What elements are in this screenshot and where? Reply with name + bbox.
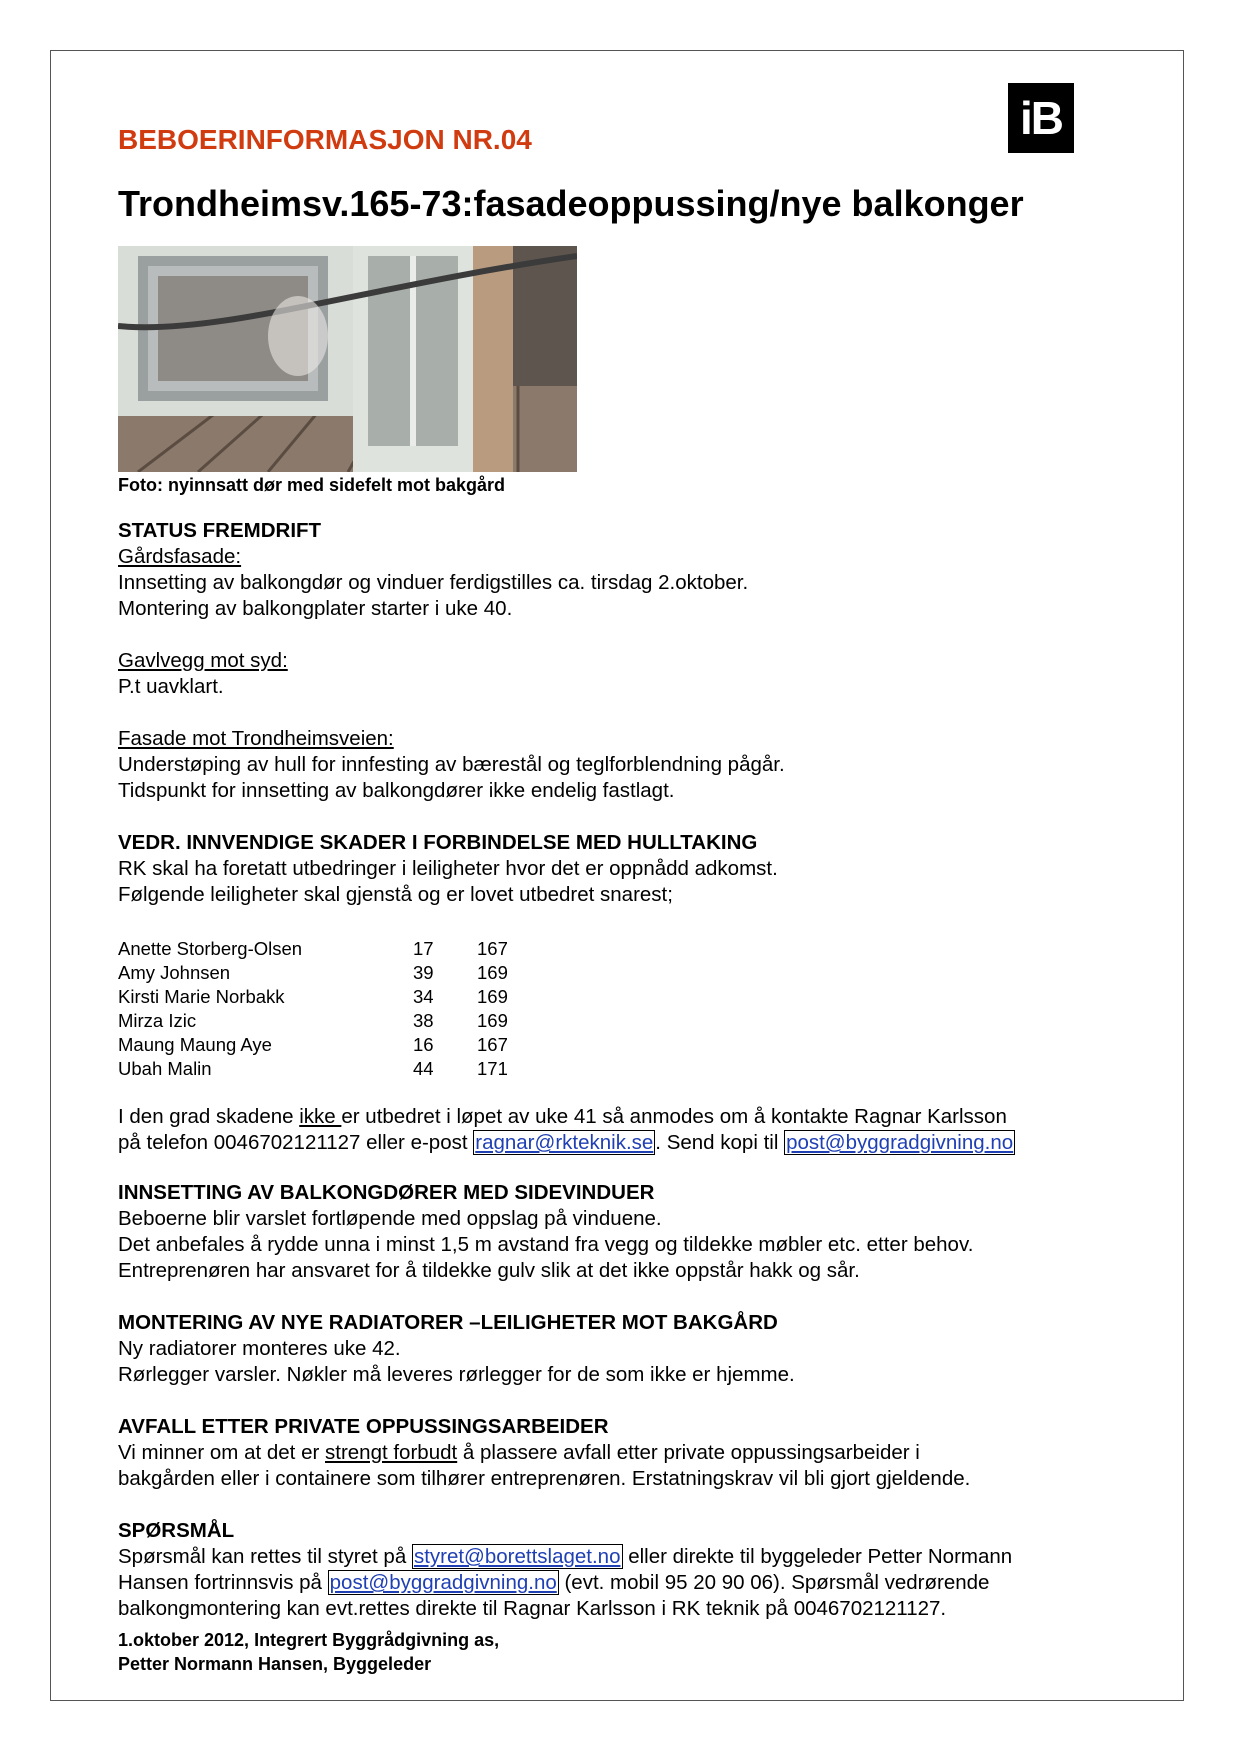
avfall-section xyxy=(118,1414,1118,1492)
house-number: 169 xyxy=(477,1010,508,1031)
apartment-number: 38 xyxy=(413,1010,434,1031)
radiator-line2: Rørlegger varsler. Nøkler må leveres rørlegger for de som ikke er hjemme. xyxy=(118,1363,795,1386)
balkong-section xyxy=(118,1180,1118,1284)
balcony-door-photo xyxy=(118,246,577,472)
sporsmal-text: eller direkte til byggeleder Petter Normann xyxy=(622,1545,1013,1568)
gardsfasade-line2: Montering av balkongplater starter i uke 40. xyxy=(118,597,513,620)
house-number: 169 xyxy=(477,986,508,1007)
fasade-label: Fasade mot Trondheimsveien: xyxy=(118,727,394,750)
list-item xyxy=(118,961,537,985)
apartment-number: 16 xyxy=(413,1034,434,1055)
contact-text: er utbedret i løpet av uke 41 så anmodes om å kontakte Ragnar Karlsson xyxy=(341,1105,1007,1128)
page-title: Trondheimsv.165-73:fasadeoppussing/nye balkonger xyxy=(118,183,1024,224)
contact-paragraph xyxy=(118,1104,1118,1156)
fasade-line2: Tidspunkt for innsetting av balkongdører ikke endelig fastlagt. xyxy=(118,779,675,802)
apartment-number: 39 xyxy=(413,962,434,983)
email-link-post-2[interactable]: post@byggradgivning.no xyxy=(329,1571,557,1594)
balkong-line3: Entreprenøren har ansvaret for å tildekke gulv slik at det ikke oppstår hakk og sår. xyxy=(118,1259,860,1282)
resident-name: Kirsti Marie Norbakk xyxy=(118,986,285,1007)
avfall-text: å plassere avfall etter private oppussingsarbeider i xyxy=(457,1441,920,1464)
sporsmal-section xyxy=(118,1518,1118,1622)
list-item xyxy=(118,1057,537,1081)
resident-name: Mirza Izic xyxy=(118,1010,197,1031)
house-number: 169 xyxy=(477,962,508,983)
photo-caption: Foto: nyinnsatt dør med sidefelt mot bakgård xyxy=(118,475,506,495)
skader-heading: VEDR. INNVENDIGE SKADER I FORBINDELSE MED HULLTAKING xyxy=(118,831,758,854)
status-heading: STATUS FREMDRIFT xyxy=(118,519,322,542)
status-section xyxy=(118,518,1118,804)
gardsfasade-label: Gårdsfasade: xyxy=(118,545,242,568)
apartment-number: 44 xyxy=(413,1058,434,1079)
list-item xyxy=(118,985,537,1009)
fasade-line1: Understøping av hull for innfesting av bærestål og teglforblendning pågår. xyxy=(118,753,785,776)
resident-name: Ubah Malin xyxy=(118,1058,212,1079)
balkong-line2: Det anbefales å rydde unna i minst 1,5 m avstand fra vegg og tildekke møbler etc. etter behov. xyxy=(118,1233,974,1256)
email-link-styret[interactable]: styret@borettslaget.no xyxy=(413,1545,621,1568)
contact-text: på telefon 0046702121127 eller e-post xyxy=(118,1131,474,1154)
resident-name: Amy Johnsen xyxy=(118,962,231,983)
avfall-line2: bakgården eller i containere som tilhører entreprenøren. Erstatningskrav vil bli gjort gjeldende. xyxy=(118,1467,971,1490)
skader-line2: Følgende leiligheter skal gjenstå og er lovet utbedret snarest; xyxy=(118,883,673,906)
skader-section xyxy=(118,830,1118,908)
resident-name: Maung Maung Aye xyxy=(118,1034,272,1055)
house-number: 171 xyxy=(477,1058,508,1079)
avfall-emphasis: strengt forbudt xyxy=(325,1441,458,1464)
resident-name: Anette Storberg-Olsen xyxy=(118,938,303,959)
radiator-heading: MONTERING AV NYE RADIATORER –LEILIGHETER MOT BAKGÅRD xyxy=(118,1311,778,1334)
gavlvegg-label: Gavlvegg mot syd: xyxy=(118,649,288,672)
balkong-heading: INNSETTING AV BALKONGDØRER MED SIDEVINDUER xyxy=(118,1181,655,1204)
radiator-section xyxy=(118,1310,1118,1388)
company-logo: iB xyxy=(1008,83,1074,153)
sporsmal-line3: balkongmontering kan evt.rettes direkte til Ragnar Karlsson i RK teknik på 0046702121127. xyxy=(118,1597,947,1620)
gardsfasade-line1: Innsetting av balkongdør og vinduer ferdigstilles ca. tirsdag 2.oktober. xyxy=(118,571,749,594)
signature-line2: Petter Normann Hansen, Byggeleder xyxy=(118,1654,432,1674)
avfall-text: Vi minner om at det er xyxy=(118,1441,325,1464)
sporsmal-text: (evt. mobil 95 20 90 06). Spørsmål vedrørende xyxy=(558,1571,990,1594)
house-number: 167 xyxy=(477,938,508,959)
contact-text: I den grad skadene xyxy=(118,1105,300,1128)
skader-line1: RK skal ha foretatt utbedringer i leiligheter hvor det er oppnådd adkomst. xyxy=(118,857,778,880)
apartment-list xyxy=(118,937,537,1081)
avfall-heading: AVFALL ETTER PRIVATE OPPUSSINGSARBEIDER xyxy=(118,1415,609,1438)
list-item xyxy=(118,1033,537,1057)
apartment-number: 34 xyxy=(413,986,434,1007)
apartment-number: 17 xyxy=(413,938,434,959)
sporsmal-heading: SPØRSMÅL xyxy=(118,1519,235,1542)
sporsmal-text: Spørsmål kan rettes til styret på xyxy=(118,1545,412,1568)
signature-line1: 1.oktober 2012, Integrert Byggrådgivning as, xyxy=(118,1630,500,1650)
signature xyxy=(118,1628,499,1676)
ikke-emphasis: ikke xyxy=(299,1105,342,1128)
house-number: 167 xyxy=(477,1034,508,1055)
email-link-ragnar[interactable]: ragnar@rkteknik.se xyxy=(475,1131,654,1154)
balkong-line1: Beboerne blir varslet fortløpende med oppslag på vinduene. xyxy=(118,1207,662,1230)
radiator-line1: Ny radiatorer monteres uke 42. xyxy=(118,1337,401,1360)
email-link-post[interactable]: post@byggradgivning.no xyxy=(786,1131,1014,1154)
gavlvegg-line1: P.t uavklart. xyxy=(118,675,224,698)
list-item xyxy=(118,1009,537,1033)
document-number-heading: BEBOERINFORMASJON NR.04 xyxy=(118,124,532,155)
contact-text: . Send kopi til xyxy=(655,1131,785,1154)
sporsmal-text: Hansen fortrinnsvis på xyxy=(118,1571,328,1594)
list-item xyxy=(118,937,537,961)
